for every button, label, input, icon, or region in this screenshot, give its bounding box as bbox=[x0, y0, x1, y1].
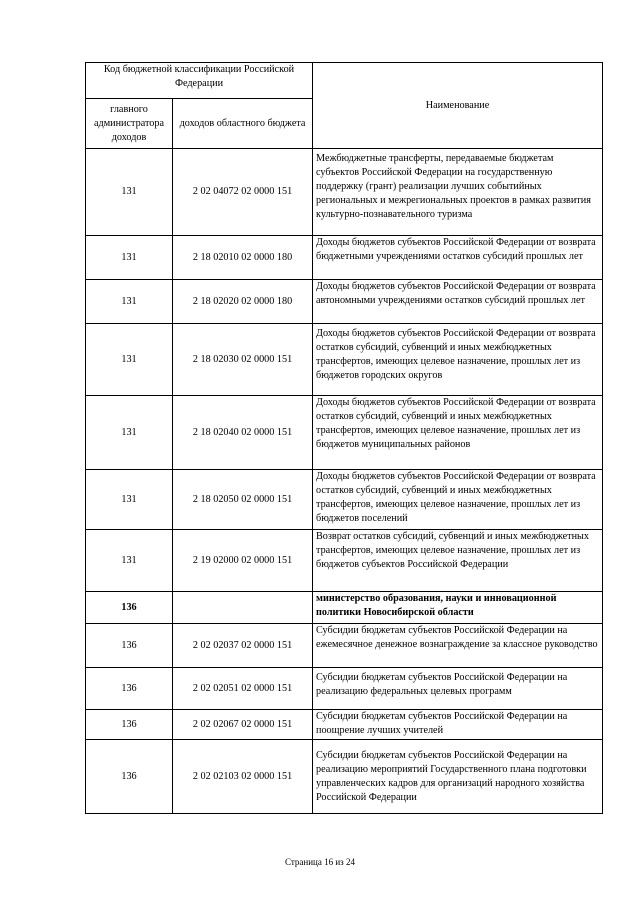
name-cell: Доходы бюджетов субъектов Российской Федерации от возврата остатков субсидий, субвенций и иных межбюджетных трансфертов, имеющих целевое назначение, прошлых лет из бюджетов муниципальных районов bbox=[313, 396, 603, 470]
revenue-code-cell: 2 02 04072 02 0000 151 bbox=[173, 149, 313, 236]
admin-code-cell: 136 bbox=[86, 668, 173, 710]
admin-code-cell: 131 bbox=[86, 236, 173, 280]
header-revenue: доходов областного бюджета bbox=[173, 99, 313, 149]
table-row bbox=[86, 624, 603, 668]
name-cell: Субсидии бюджетам субъектов Российской Федерации на реализацию федеральных целевых программ bbox=[313, 668, 603, 710]
admin-code-cell: 136 bbox=[86, 740, 173, 814]
revenue-code-cell: 2 02 02051 02 0000 151 bbox=[173, 668, 313, 710]
admin-code-cell: 136 bbox=[86, 592, 173, 624]
name-cell: Субсидии бюджетам субъектов Российской Федерации на реализацию мероприятий Государственного плана подготовки управленческих кадров для организаций народного хозяйства Российской Федерации bbox=[313, 740, 603, 814]
section-title-cell: министерство образования, науки и инновационной политики Новосибирской области bbox=[313, 592, 603, 624]
revenue-code-cell: 2 02 02067 02 0000 151 bbox=[173, 710, 313, 740]
name-cell: Доходы бюджетов субъектов Российской Федерации от возврата остатков субсидий, субвенций и иных межбюджетных трансфертов, имеющих целевое назначение, прошлых лет из бюджетов поселений bbox=[313, 470, 603, 530]
name-cell: Субсидии бюджетам субъектов Российской Федерации на поощрение лучших учителей bbox=[313, 710, 603, 740]
revenue-code-cell: 2 18 02020 02 0000 180 bbox=[173, 280, 313, 324]
revenue-code-cell: 2 18 02040 02 0000 151 bbox=[173, 396, 313, 470]
revenue-code-cell: 2 18 02050 02 0000 151 bbox=[173, 470, 313, 530]
page-number: Страница 16 из 24 bbox=[285, 857, 355, 867]
admin-code-cell: 131 bbox=[86, 149, 173, 236]
table-row bbox=[86, 710, 603, 740]
table-row bbox=[86, 280, 603, 324]
table-row bbox=[86, 740, 603, 814]
name-cell: Доходы бюджетов субъектов Российской Федерации от возврата автономными учреждениями остатков субсидий прошлых лет bbox=[313, 280, 603, 324]
admin-code-cell: 131 bbox=[86, 324, 173, 396]
admin-code-cell: 131 bbox=[86, 530, 173, 592]
admin-code-cell: 131 bbox=[86, 396, 173, 470]
admin-code-cell: 136 bbox=[86, 710, 173, 740]
table-row bbox=[86, 668, 603, 710]
name-cell: Возврат остатков субсидий, субвенций и иных межбюджетных трансфертов, имеющих целевое назначение, прошлых лет из бюджетов субъектов Российской Федерации bbox=[313, 530, 603, 592]
name-cell: Субсидии бюджетам субъектов Российской Федерации на ежемесячное денежное вознаграждение за классное руководство bbox=[313, 624, 603, 668]
revenue-code-cell: 2 18 02030 02 0000 151 bbox=[173, 324, 313, 396]
table-row bbox=[86, 396, 603, 470]
table-row bbox=[86, 530, 603, 592]
admin-code-cell: 131 bbox=[86, 280, 173, 324]
name-cell: Межбюджетные трансферты, передаваемые бюджетам субъектов Российской Федерации на государственную поддержку (грант) реализации лучших событийных региональных и межрегиональных проектов в рамках развития культурно-познавательного туризма bbox=[313, 149, 603, 236]
revenue-code-cell: 2 19 02000 02 0000 151 bbox=[173, 530, 313, 592]
revenue-code-cell: 2 18 02010 02 0000 180 bbox=[173, 236, 313, 280]
table-row bbox=[86, 149, 603, 236]
revenue-code-cell bbox=[173, 592, 313, 624]
revenue-code-cell: 2 02 02037 02 0000 151 bbox=[173, 624, 313, 668]
admin-code-cell: 136 bbox=[86, 624, 173, 668]
name-cell: Доходы бюджетов субъектов Российской Федерации от возврата остатков субсидий, субвенций и иных межбюджетных трансфертов, имеющих целевое назначение, прошлых лет из бюджетов городских округов bbox=[313, 324, 603, 396]
header-code-group: Код бюджетной классификации Российской Федерации bbox=[86, 63, 313, 99]
admin-code-cell: 131 bbox=[86, 470, 173, 530]
table-row bbox=[86, 470, 603, 530]
table-row bbox=[86, 324, 603, 396]
revenue-code-cell: 2 02 02103 02 0000 151 bbox=[173, 740, 313, 814]
budget-classification-table bbox=[85, 62, 603, 814]
name-cell: Доходы бюджетов субъектов Российской Федерации от возврата бюджетными учреждениями остатков субсидий прошлых лет bbox=[313, 236, 603, 280]
table-row bbox=[86, 236, 603, 280]
header-admin: главного администратора доходов bbox=[86, 99, 173, 149]
table-row-section bbox=[86, 592, 603, 624]
header-name: Наименование bbox=[313, 63, 603, 149]
